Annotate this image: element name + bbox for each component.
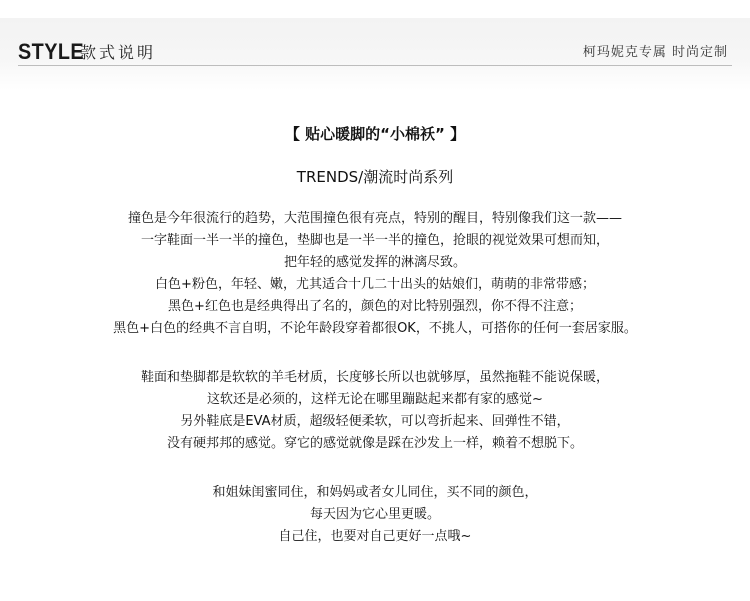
paragraph-living [0,482,750,548]
paragraph-line: 黑色+白色的经典不言自明，不论年龄段穿着都很OK，不挑人，可搭你的任何一套居家服。 [113,321,637,336]
paragraph-line: 黑色+红色也是经典得出了名的，颜色的对比特别强烈，你不得不注意； [168,299,582,314]
paragraph-line: 撞色是今年很流行的趋势，大范围撞色很有亮点，特别的醒目，特别像我们这一款—— [127,211,622,226]
paragraph-line: 自己住，也要对自己更好一点哦~ [278,529,472,544]
paragraph-line: 把年轻的感觉发挥的淋漓尽致。 [283,255,466,270]
page-title: 【 贴心暖脚的“小棉袄” 】 [284,125,466,143]
paragraph-line: 一字鞋面一半一半的撞色，垫脚也是一半一半的撞色，抢眼的视觉效果可想而知， [140,233,609,248]
paragraph-line: 和姐妹闺蜜同住，和妈妈或者女儿同住，买不同的颜色， [212,485,538,500]
paragraph-line: 另外鞋底是EVA材质，超级轻便柔软，可以弯折起来、回弹性不错， [180,414,570,429]
series-subtitle: TRENDS/潮流时尚系列 [296,168,454,186]
section-label: 款式说明 [80,43,157,62]
brand-tagline: 柯玛妮克专属 时尚定制 [582,45,728,60]
paragraph-line: 鞋面和垫脚都是软软的羊毛材质，长度够长所以也就够厚，虽然拖鞋不能说保暖， [140,370,609,385]
paragraph-line: 每天因为它心里更暖。 [309,507,440,522]
brand-logo-text: STYLE [18,39,85,64]
paragraph-line: 白色+粉色，年轻、嫩，尤其适合十几二十出头的姑娘们，萌萌的非常带感； [155,277,595,292]
paragraph-line: 没有硬邦邦的感觉。穿它的感觉就像是踩在沙发上一样，赖着不想脱下。 [166,436,583,451]
header-divider [18,65,732,66]
paragraph-line: 这软还是必须的，这样无论在哪里蹦跶起来都有家的感觉~ [207,392,543,407]
paragraph-color-blocking [0,208,750,340]
paragraph-material [0,367,750,455]
